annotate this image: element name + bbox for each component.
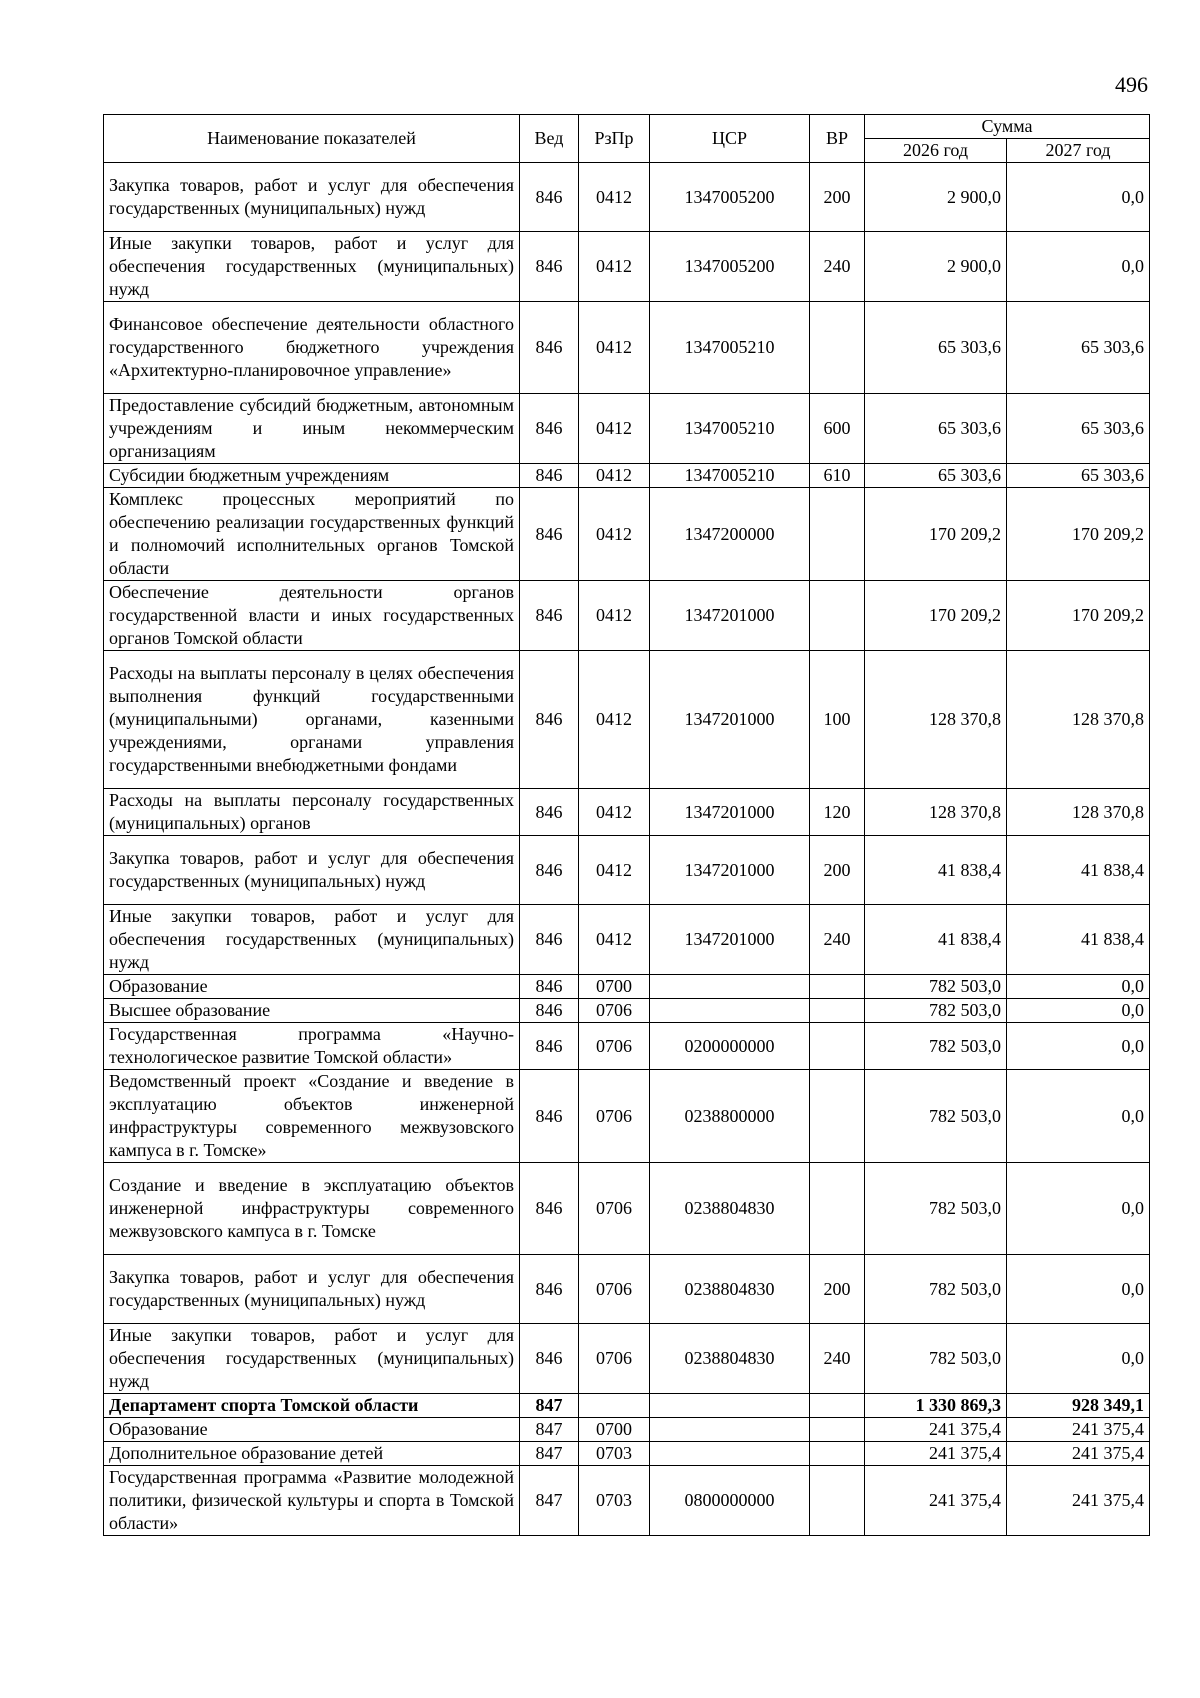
- row-csr: [650, 999, 810, 1023]
- row-vr: [810, 1163, 865, 1255]
- row-ved: 846: [520, 975, 579, 999]
- row-vr: 200: [810, 836, 865, 905]
- row-sum-2027: 0,0: [1007, 1324, 1150, 1394]
- row-csr: [650, 1442, 810, 1466]
- row-sum-2027: 928 349,1: [1007, 1394, 1150, 1418]
- row-sum-2026: 65 303,6: [865, 464, 1007, 488]
- row-csr: 1347005200: [650, 163, 810, 232]
- row-ved: 846: [520, 163, 579, 232]
- row-rzpr: 0412: [579, 488, 650, 581]
- row-rzpr: 0706: [579, 1070, 650, 1163]
- row-sum-2027: 128 370,8: [1007, 789, 1150, 836]
- row-sum-2026: 1 330 869,3: [865, 1394, 1007, 1418]
- row-ved: 846: [520, 232, 579, 302]
- row-vr: [810, 581, 865, 651]
- table-row: [104, 905, 1150, 975]
- row-sum-2027: 65 303,6: [1007, 394, 1150, 464]
- row-sum-2027: 0,0: [1007, 163, 1150, 232]
- page-number: 496: [1115, 72, 1148, 97]
- table-row: [104, 1324, 1150, 1394]
- row-rzpr: 0412: [579, 581, 650, 651]
- row-rzpr: 0700: [579, 1418, 650, 1442]
- row-csr: 0238804830: [650, 1324, 810, 1394]
- header-sum: Сумма: [865, 115, 1150, 139]
- row-sum-2027: 241 375,4: [1007, 1442, 1150, 1466]
- row-rzpr: 0706: [579, 1023, 650, 1070]
- row-sum-2026: 782 503,0: [865, 1163, 1007, 1255]
- row-sum-2027: 0,0: [1007, 1070, 1150, 1163]
- table-row: [104, 1418, 1150, 1442]
- row-sum-2027: 0,0: [1007, 999, 1150, 1023]
- row-sum-2027: 41 838,4: [1007, 905, 1150, 975]
- row-csr: 1347201000: [650, 651, 810, 789]
- table-row: [104, 975, 1150, 999]
- row-csr: 1347200000: [650, 488, 810, 581]
- row-name: Финансовое обеспечение деятельности областного государственного бюджетного учреждения «Архитектурно-планировочное управление»: [104, 302, 520, 394]
- table-row: [104, 1255, 1150, 1324]
- row-vr: 100: [810, 651, 865, 789]
- table-row: [104, 836, 1150, 905]
- row-csr: 1347201000: [650, 581, 810, 651]
- row-name: Образование: [104, 975, 520, 999]
- row-sum-2026: 170 209,2: [865, 488, 1007, 581]
- row-sum-2026: 782 503,0: [865, 975, 1007, 999]
- table-row: [104, 1163, 1150, 1255]
- row-name: Закупка товаров, работ и услуг для обеспечения государственных (муниципальных) нужд: [104, 1255, 520, 1324]
- header-vr: ВР: [810, 115, 865, 163]
- row-sum-2026: 241 375,4: [865, 1466, 1007, 1536]
- table-row: [104, 1070, 1150, 1163]
- row-name: Иные закупки товаров, работ и услуг для обеспечения государственных (муниципальных) нужд: [104, 905, 520, 975]
- row-csr: 1347201000: [650, 905, 810, 975]
- row-csr: 0238800000: [650, 1070, 810, 1163]
- row-sum-2026: 65 303,6: [865, 394, 1007, 464]
- row-rzpr: 0412: [579, 651, 650, 789]
- row-csr: 1347005200: [650, 232, 810, 302]
- row-ved: 847: [520, 1466, 579, 1536]
- row-ved: 846: [520, 581, 579, 651]
- row-rzpr: 0706: [579, 1255, 650, 1324]
- row-sum-2026: 170 209,2: [865, 581, 1007, 651]
- row-csr: [650, 1418, 810, 1442]
- row-ved: 846: [520, 488, 579, 581]
- row-name: Образование: [104, 1418, 520, 1442]
- row-sum-2026: 41 838,4: [865, 905, 1007, 975]
- row-csr: 0238804830: [650, 1163, 810, 1255]
- table-row: [104, 999, 1150, 1023]
- header-year-2027: 2027 год: [1007, 139, 1150, 163]
- row-vr: [810, 1070, 865, 1163]
- row-name: Иные закупки товаров, работ и услуг для обеспечения государственных (муниципальных) нужд: [104, 232, 520, 302]
- row-vr: 200: [810, 1255, 865, 1324]
- row-sum-2027: 0,0: [1007, 232, 1150, 302]
- budget-table: [103, 114, 1150, 1536]
- row-sum-2026: 2 900,0: [865, 163, 1007, 232]
- row-sum-2027: 0,0: [1007, 1163, 1150, 1255]
- row-csr: 1347005210: [650, 394, 810, 464]
- row-name: Иные закупки товаров, работ и услуг для обеспечения государственных (муниципальных) нужд: [104, 1324, 520, 1394]
- row-csr: 1347005210: [650, 464, 810, 488]
- row-ved: 846: [520, 1255, 579, 1324]
- table-row: [104, 651, 1150, 789]
- table-row: [104, 302, 1150, 394]
- row-sum-2026: 782 503,0: [865, 1255, 1007, 1324]
- row-ved: 847: [520, 1418, 579, 1442]
- row-rzpr: 0412: [579, 394, 650, 464]
- row-rzpr: 0700: [579, 975, 650, 999]
- row-rzpr: 0706: [579, 1163, 650, 1255]
- row-name: Государственная программа «Развитие молодежной политики, физической культуры и спорта в Томской области»: [104, 1466, 520, 1536]
- row-name: Дополнительное образование детей: [104, 1442, 520, 1466]
- row-name: Закупка товаров, работ и услуг для обеспечения государственных (муниципальных) нужд: [104, 836, 520, 905]
- row-csr: 1347005210: [650, 302, 810, 394]
- header-ved: Вед: [520, 115, 579, 163]
- row-rzpr: 0412: [579, 789, 650, 836]
- row-rzpr: 0703: [579, 1442, 650, 1466]
- table-row: [104, 1023, 1150, 1070]
- row-name: Создание и введение в эксплуатацию объектов инженерной инфраструктуры современного межвузовского кампуса в г. Томске: [104, 1163, 520, 1255]
- row-sum-2026: 241 375,4: [865, 1442, 1007, 1466]
- row-csr: 0200000000: [650, 1023, 810, 1070]
- row-sum-2026: 782 503,0: [865, 1324, 1007, 1394]
- row-sum-2026: 782 503,0: [865, 999, 1007, 1023]
- row-vr: [810, 975, 865, 999]
- row-vr: [810, 1442, 865, 1466]
- row-ved: 846: [520, 905, 579, 975]
- row-vr: [810, 302, 865, 394]
- row-vr: 240: [810, 1324, 865, 1394]
- row-csr: [650, 975, 810, 999]
- row-ved: 846: [520, 1163, 579, 1255]
- row-sum-2027: 128 370,8: [1007, 651, 1150, 789]
- table-row: [104, 1466, 1150, 1536]
- row-name: Высшее образование: [104, 999, 520, 1023]
- row-rzpr: [579, 1394, 650, 1418]
- row-csr: 1347201000: [650, 836, 810, 905]
- header-year-2026: 2026 год: [865, 139, 1007, 163]
- row-name: Ведомственный проект «Создание и введение в эксплуатацию объектов инженерной инфраструктуры современного межвузовского кампуса в г. Томске»: [104, 1070, 520, 1163]
- row-sum-2027: 170 209,2: [1007, 581, 1150, 651]
- table-row: [104, 232, 1150, 302]
- table-row: [104, 394, 1150, 464]
- table-row: [104, 163, 1150, 232]
- row-ved: 846: [520, 1070, 579, 1163]
- row-rzpr: 0703: [579, 1466, 650, 1536]
- row-ved: 846: [520, 1324, 579, 1394]
- row-sum-2027: 0,0: [1007, 1255, 1150, 1324]
- row-rzpr: 0412: [579, 905, 650, 975]
- row-vr: 610: [810, 464, 865, 488]
- row-sum-2026: 782 503,0: [865, 1023, 1007, 1070]
- row-sum-2026: 128 370,8: [865, 789, 1007, 836]
- table-row: [104, 1394, 1150, 1418]
- row-rzpr: 0706: [579, 999, 650, 1023]
- table-row: [104, 488, 1150, 581]
- row-vr: 240: [810, 905, 865, 975]
- row-rzpr: 0412: [579, 163, 650, 232]
- row-sum-2027: 65 303,6: [1007, 302, 1150, 394]
- row-name: Расходы на выплаты персоналу в целях обеспечения выполнения функций государственными (муниципальными) органами, казенными учреждениями, органами управления государственными внебюджетными фондами: [104, 651, 520, 789]
- row-ved: 846: [520, 394, 579, 464]
- row-vr: 240: [810, 232, 865, 302]
- row-sum-2026: 41 838,4: [865, 836, 1007, 905]
- row-vr: [810, 1023, 865, 1070]
- row-rzpr: 0412: [579, 232, 650, 302]
- row-csr: 1347201000: [650, 789, 810, 836]
- row-name: Закупка товаров, работ и услуг для обеспечения государственных (муниципальных) нужд: [104, 163, 520, 232]
- row-ved: 847: [520, 1442, 579, 1466]
- row-rzpr: 0412: [579, 836, 650, 905]
- row-name: Департамент спорта Томской области: [104, 1394, 520, 1418]
- row-vr: [810, 1466, 865, 1536]
- row-sum-2027: 41 838,4: [1007, 836, 1150, 905]
- row-sum-2026: 65 303,6: [865, 302, 1007, 394]
- row-vr: 600: [810, 394, 865, 464]
- row-sum-2026: 2 900,0: [865, 232, 1007, 302]
- row-csr: 0238804830: [650, 1255, 810, 1324]
- row-ved: 847: [520, 1394, 579, 1418]
- row-sum-2027: 241 375,4: [1007, 1466, 1150, 1536]
- row-ved: 846: [520, 789, 579, 836]
- row-csr: 0800000000: [650, 1466, 810, 1536]
- row-ved: 846: [520, 1023, 579, 1070]
- table-row: [104, 789, 1150, 836]
- row-sum-2027: 0,0: [1007, 975, 1150, 999]
- row-sum-2027: 0,0: [1007, 1023, 1150, 1070]
- header-rzpr: РзПр: [579, 115, 650, 163]
- row-sum-2026: 241 375,4: [865, 1418, 1007, 1442]
- row-ved: 846: [520, 651, 579, 789]
- row-name: Предоставление субсидий бюджетным, автономным учреждениям и иным некоммерческим организациям: [104, 394, 520, 464]
- row-rzpr: 0706: [579, 1324, 650, 1394]
- table-body: [104, 163, 1150, 1536]
- row-ved: 846: [520, 836, 579, 905]
- row-name: Комплекс процессных мероприятий по обеспечению реализации государственных функций и полномочий исполнительных органов Томской области: [104, 488, 520, 581]
- row-csr: [650, 1394, 810, 1418]
- row-sum-2026: 782 503,0: [865, 1070, 1007, 1163]
- row-ved: 846: [520, 999, 579, 1023]
- row-vr: [810, 1418, 865, 1442]
- row-rzpr: 0412: [579, 302, 650, 394]
- row-vr: 200: [810, 163, 865, 232]
- header-name: Наименование показателей: [104, 115, 520, 163]
- row-vr: 120: [810, 789, 865, 836]
- row-vr: [810, 1394, 865, 1418]
- row-vr: [810, 999, 865, 1023]
- row-rzpr: 0412: [579, 464, 650, 488]
- table-row: [104, 464, 1150, 488]
- row-sum-2026: 128 370,8: [865, 651, 1007, 789]
- header-csr: ЦСР: [650, 115, 810, 163]
- row-name: Субсидии бюджетным учреждениям: [104, 464, 520, 488]
- row-ved: 846: [520, 302, 579, 394]
- row-ved: 846: [520, 464, 579, 488]
- row-name: Расходы на выплаты персоналу государственных (муниципальных) органов: [104, 789, 520, 836]
- row-sum-2027: 241 375,4: [1007, 1418, 1150, 1442]
- row-name: Государственная программа «Научно-технологическое развитие Томской области»: [104, 1023, 520, 1070]
- row-vr: [810, 488, 865, 581]
- row-sum-2027: 170 209,2: [1007, 488, 1150, 581]
- row-sum-2027: 65 303,6: [1007, 464, 1150, 488]
- table-row: [104, 1442, 1150, 1466]
- row-name: Обеспечение деятельности органов государственной власти и иных государственных органов Томской области: [104, 581, 520, 651]
- table-row: [104, 581, 1150, 651]
